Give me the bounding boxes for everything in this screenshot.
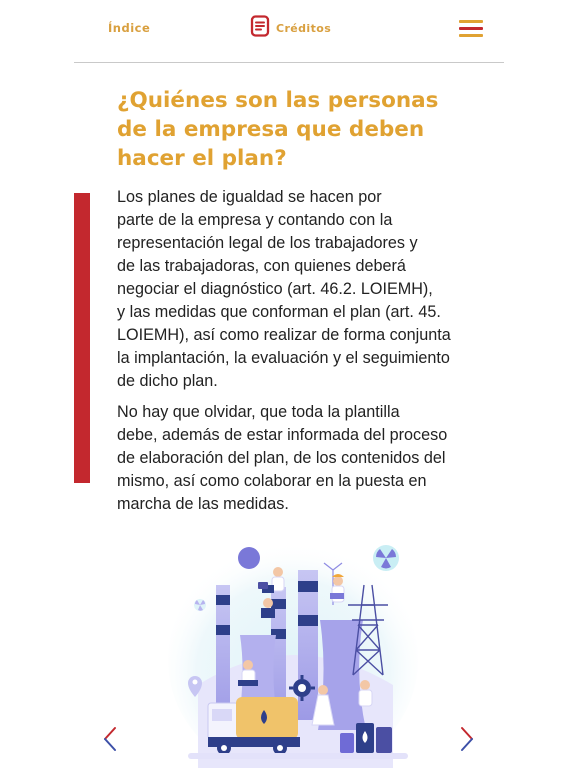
page-heading: ¿Quiénes son las personas de la empresa que deben hacer el plan?: [117, 88, 439, 171]
chevron-right-icon[interactable]: [456, 724, 476, 754]
credits-label: Créditos: [276, 21, 332, 35]
header-divider: [74, 62, 504, 63]
credits-link[interactable]: [250, 16, 331, 40]
document-icon: [250, 15, 272, 41]
index-link[interactable]: Índice: [108, 21, 151, 35]
hamburger-menu-icon[interactable]: [456, 18, 484, 40]
workplace-illustration: [168, 525, 418, 768]
body-paragraph-2: No hay que olvidar, que toda la plantilla debe, además de estar informada del proceso de elaboración del plan, de los contenidos del mismo, así como colaborar en la puesta en marcha de las medidas.: [117, 403, 448, 513]
accent-bar: [74, 193, 90, 483]
chevron-left-icon[interactable]: [101, 724, 121, 754]
body-paragraph-1: Los planes de igualdad se hacen por parte de la empresa y contando con la representación legal de los trabajadores y de las trabajadoras, con quienes deberá negociar el diagnóstico (art. 46.2. LOIEMH), y las medidas que conforman el plan (art. 45. LOIEMH), así como realizar de forma conjunta la implantación, la evaluación y el seguimiento de dicho plan.: [117, 188, 451, 390]
top-navigation-bar: [0, 0, 576, 62]
